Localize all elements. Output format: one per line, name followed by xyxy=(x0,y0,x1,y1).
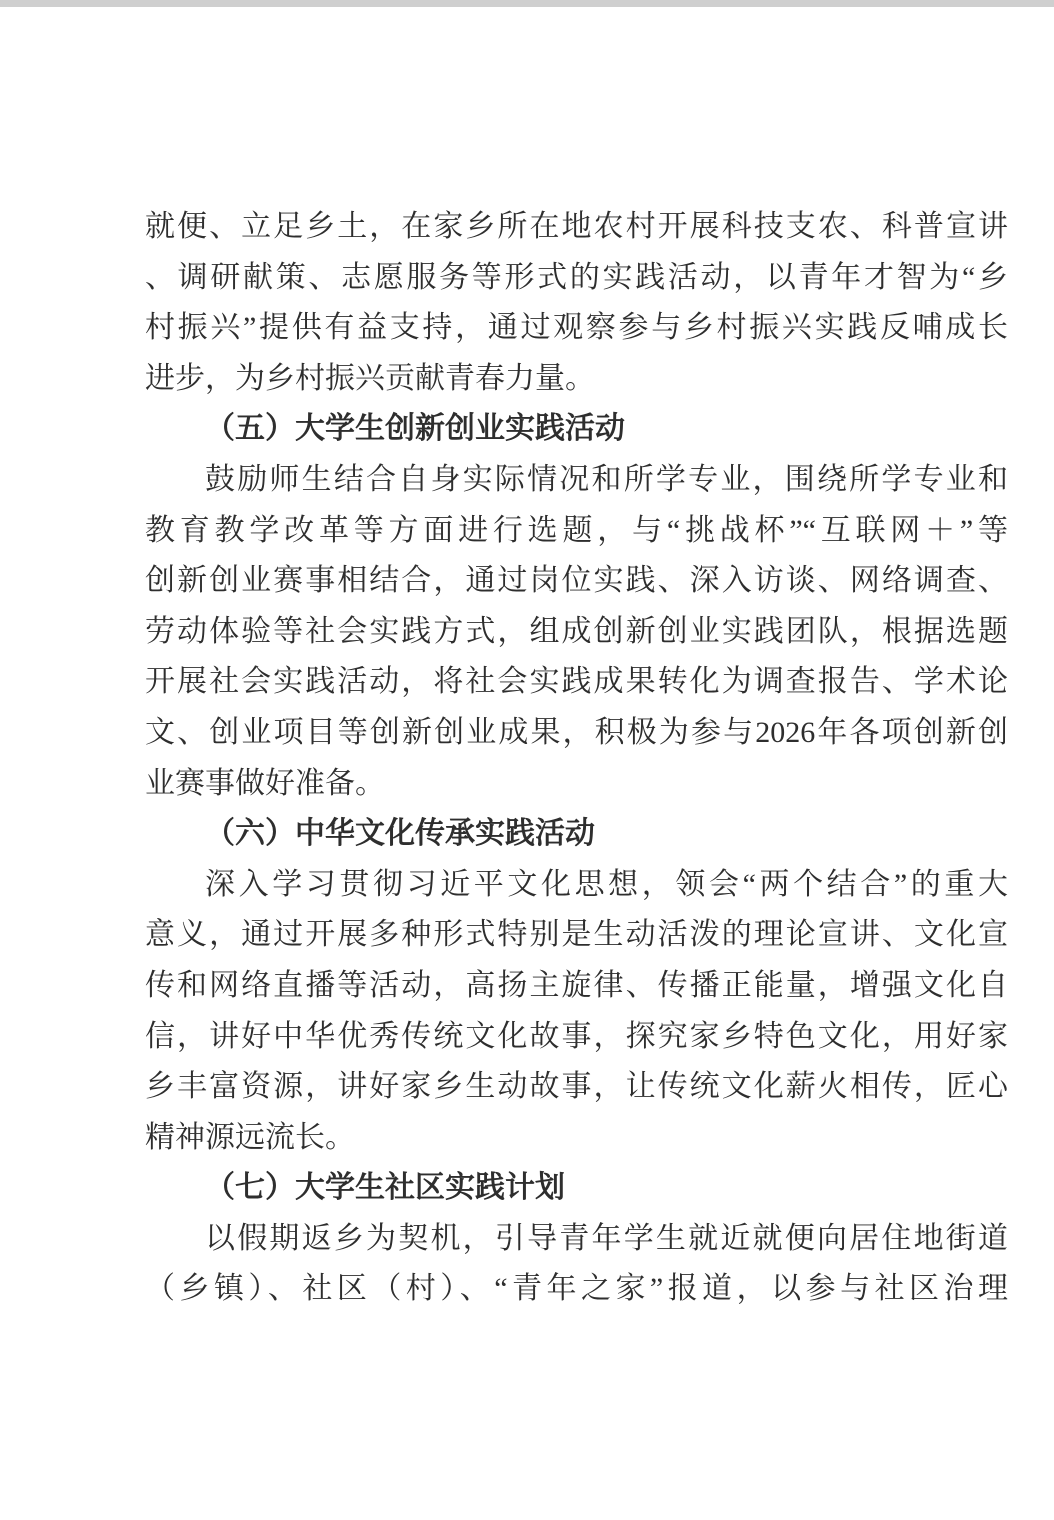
text-line: 就便、立足乡土，在家乡所在地农村开展科技支农、科普宣讲 xyxy=(145,210,1008,243)
text-line: 、调研献策、志愿服务等形式的实践活动，以青年才智为“乡 xyxy=(145,260,1008,294)
section-heading: （六）中华文化传承实践活动 xyxy=(205,817,595,851)
text-line: 深入学习贯彻习近平文化思想，领会“两个结合”的重大 xyxy=(205,867,1008,901)
text-line: 文、创业项目等创新创业成果，积极为参与2026年各项创新创 xyxy=(145,715,1008,749)
text-line: 精神源远流长。 xyxy=(145,1120,355,1154)
text-line: 意义，通过开展多种形式特别是生动活泼的理论宣讲、文化宣 xyxy=(145,918,1008,952)
text-line: 以假期返乡为契机，引导青年学生就近就便向居住地街道 xyxy=(205,1221,1008,1255)
document-body xyxy=(145,202,1008,1315)
text-line: 创新创业赛事相结合，通过岗位实践、深入访谈、网络调查、 xyxy=(145,564,1008,598)
text-line: （乡镇）、社区（村）、“青年之家”报道，以参与社区治理 xyxy=(145,1272,1008,1306)
text-line: 鼓励师生结合自身实际情况和所学专业，围绕所学专业和 xyxy=(205,462,1008,496)
page-top-edge-bar xyxy=(0,0,1054,7)
text-line: 村振兴”提供有益支持，通过观察参与乡村振兴实践反哺成长 xyxy=(145,311,1008,345)
text-line: 传和网络直播等活动，高扬主旋律、传播正能量，增强文化自 xyxy=(145,968,1008,1002)
text-line: 乡丰富资源，讲好家乡生动故事，让传统文化薪火相传，匠心 xyxy=(145,1070,1008,1104)
text-line: 劳动体验等社会实践方式，组成创新创业实践团队，根据选题 xyxy=(145,614,1008,648)
section-heading: （七）大学生社区实践计划 xyxy=(205,1171,565,1205)
text-line: 进步，为乡村振兴贡献青春力量。 xyxy=(145,361,595,395)
text-line: 业赛事做好准备。 xyxy=(145,766,385,800)
text-line: 开展社会实践活动，将社会实践成果转化为调查报告、学术论 xyxy=(145,665,1008,699)
text-line: 教育教学改革等方面进行选题，与“挑战杯”“互联网＋”等 xyxy=(145,513,1008,547)
text-line: 信，讲好中华优秀传统文化故事，探究家乡特色文化，用好家 xyxy=(145,1019,1008,1053)
section-heading: （五）大学生创新创业实践活动 xyxy=(205,412,625,446)
